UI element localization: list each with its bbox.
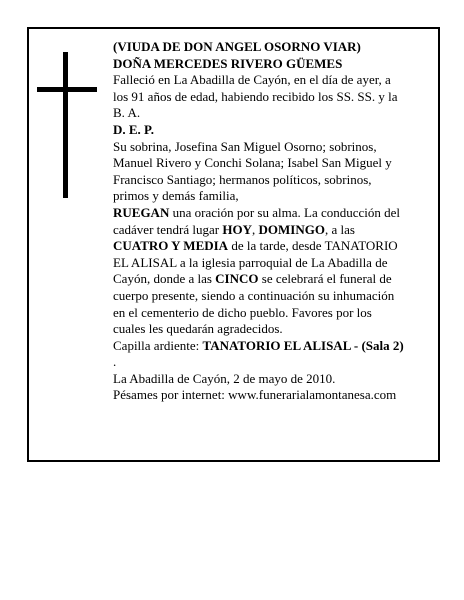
obituary-text <box>113 39 435 404</box>
a-las-text: , a las <box>324 221 355 237</box>
family-line-3: Francisco Santiago; hermanos políticos, sobrinos, <box>113 171 372 187</box>
family-line-2: Manuel Rivero y Conchi Solana; Isabel San Miguel y <box>113 155 392 171</box>
capilla-value: TANATORIO EL ALISAL - (Sala 2) <box>202 337 404 353</box>
widow-line: (VIUDA DE DON ANGEL OSORNO VIAR) <box>113 39 361 54</box>
el-alisal-line: EL ALISAL a la iglesia parroquial de La Abadilla de <box>113 254 388 270</box>
ruegan-word: RUEGAN <box>113 204 170 220</box>
period-line: . <box>113 354 117 370</box>
death-line-2: los 91 años de edad, habiendo recibido los SS. SS. y la <box>113 88 398 104</box>
family-line-1: Su sobrina, Josefina San Miguel Osorno; sobrinos, <box>113 138 377 154</box>
cross-horizontal-bar <box>37 87 97 92</box>
ruegan-rest: una oración por su alma. La conducción del <box>169 204 401 220</box>
cross-vertical-bar <box>63 52 68 198</box>
death-line-3: B. A. <box>113 105 141 121</box>
death-line-1: Falleció en La Abadilla de Cayón, en el día de ayer, a <box>113 72 391 88</box>
cuerpo-line: cuerpo presente, siendo a continuación su inhumación <box>113 287 395 303</box>
hoy-word: HOY <box>222 221 252 237</box>
cuales-line: cuales les quedarán agradecidos. <box>113 321 283 337</box>
cayon-post: se celebrará el funeral de <box>258 271 392 287</box>
cayon-pre: Cayón, donde a las <box>113 271 216 287</box>
deceased-name: DOÑA MERCEDES RIVERO GÜEMES <box>113 55 343 71</box>
comma-separator: , <box>251 221 259 237</box>
domingo-word: DOMINGO <box>258 221 325 237</box>
ruegan-line <box>113 205 435 222</box>
cuatro-y-media: CUATRO Y MEDIA <box>113 238 229 254</box>
capilla-line <box>113 338 435 355</box>
place-date: La Abadilla de Cayón, 2 de mayo de 2010. <box>113 370 336 386</box>
dep-line: D. E. P. <box>113 121 155 137</box>
cayon-line <box>113 271 435 288</box>
cinco-word: CINCO <box>215 271 259 287</box>
condolences-line: Pésames por internet: www.funerarialamontanesa.com <box>113 387 397 403</box>
capilla-label: Capilla ardiente: <box>113 337 203 353</box>
cross-icon <box>37 52 97 198</box>
cadaver-pre: cadáver tendrá lugar <box>113 221 223 237</box>
cementerio-line: en el cementerio de dicho pueblo. Favores por los <box>113 304 372 320</box>
conduccion-line <box>113 222 435 239</box>
hora-line <box>113 238 435 255</box>
desde-text: de la tarde, desde TANATORIO <box>228 238 398 254</box>
family-line-4: primos y demás familia, <box>113 188 239 204</box>
